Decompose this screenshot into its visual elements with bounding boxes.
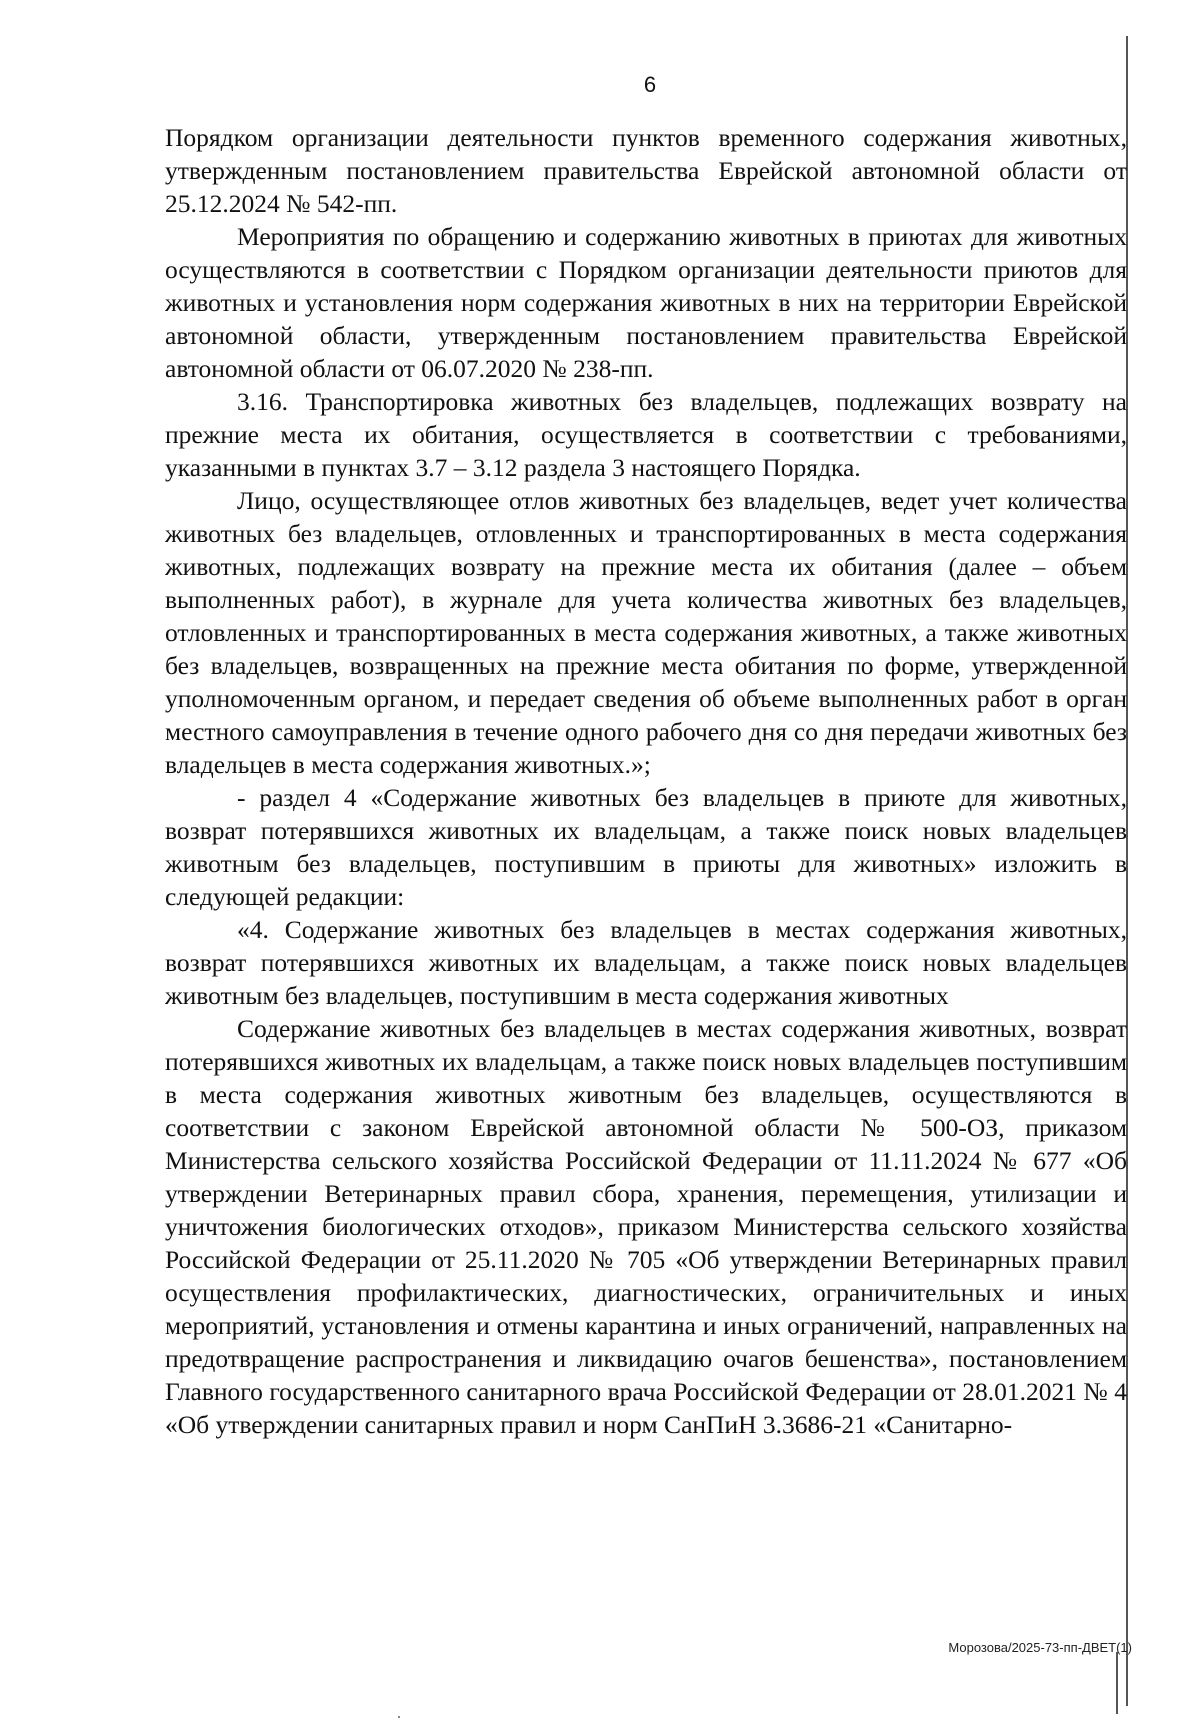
page-number: 6 bbox=[643, 72, 657, 97]
scan-edge-mark bbox=[1116, 1652, 1118, 1714]
paragraph-shelter-measures: Мероприятия по обращению и содержанию животных в приютах для животных осуществляются в соответствии с Порядком организации деятельности приютов для животных и установления норм содержания животных в них на территории Еврейской автономной области, утвержденным постановлением правительства Еврейской автономной области от 06.07.2020 № 238-пп. bbox=[165, 222, 1127, 383]
paragraph-capture-accounting: Лицо, осуществляющее отлов животных без владельцев, ведет учет количества животных без владельцев, отловленных и транспортированных в места содержания животных, подлежащих возврату на прежние места их обитания (далее – объем выполненных работ), в журнале для учета количества животных без владельцев, отловленных и транспортированных в места содержания животных, а также животных без владельцев, возвращенных на прежние места обитания по форме, утвержденной уполномоченным органом, и передает сведения об объеме выполненных работ в орган местного самоуправления в течение одного рабочего дня со дня передачи животных без владельцев в места содержания животных.»; bbox=[165, 486, 1127, 779]
paragraph-clause-3-16: 3.16. Транспортировка животных без владельцев, подлежащих возврату на прежние места их обитания, осуществляется в соответствии с требованиями, указанными в пунктах 3.7 – 3.12 раздела 3 настоящего Порядка. bbox=[165, 387, 1127, 482]
paragraph-section-4-body: Содержание животных без владельцев в местах содержания животных, возврат потерявшихся животных их владельцам, а также поиск новых владельцев поступившим в места содержания животных животным без владельцев, осуществляются в соответствии с законом Еврейской автономной области № 500-ОЗ, приказом Министерства сельского хозяйства Российской Федерации от 11.11.2024 № 677 «Об утверждении Ветеринарных правил сбора, хранения, перемещения, утилизации и уничтожения биологических отходов», приказом Министерства сельского хозяйства Российской Федерации от 25.11.2020 № 705 «Об утверждении Ветеринарных правил осуществления профилактических, диагностических, ограничительных и иных мероприятий, установления и отмены карантина и иных ограничений, направленных на предотвращение распространения и ликвидацию очагов бешенства», постановлением Главного государственного санитарного врача Российской Федерации от 28.01.2021 № 4 «Об утверждении санитарных правил и норм СанПиН 3.3686-21 «Санитарно- bbox=[165, 1014, 1127, 1439]
paragraph-section-4-amendment: - раздел 4 «Содержание животных без владельцев в приюте для животных, возврат потерявшихся животных их владельцам, а также поиск новых владельцев животным без владельцев, поступившим в приюты для животных» изложить в следующей редакции: bbox=[165, 783, 1127, 911]
paragraph-continuation: Порядком организации деятельности пунктов временного содержания животных, утвержденным постановлением правительства Еврейской автономной области от 25.12.2024 № 542-пп. bbox=[165, 123, 1127, 218]
paragraph-section-4-title: «4. Содержание животных без владельцев в местах содержания животных, возврат потерявшихся животных их владельцам, а также поиск новых владельцев животным без владельцев, поступившим в места содержания животных bbox=[165, 915, 1127, 1010]
scan-speck bbox=[398, 1716, 400, 1718]
document-code: Морозова/2025-73-пп-ДВЕТ(1) bbox=[948, 1640, 1132, 1655]
document-body bbox=[165, 121, 1127, 1441]
